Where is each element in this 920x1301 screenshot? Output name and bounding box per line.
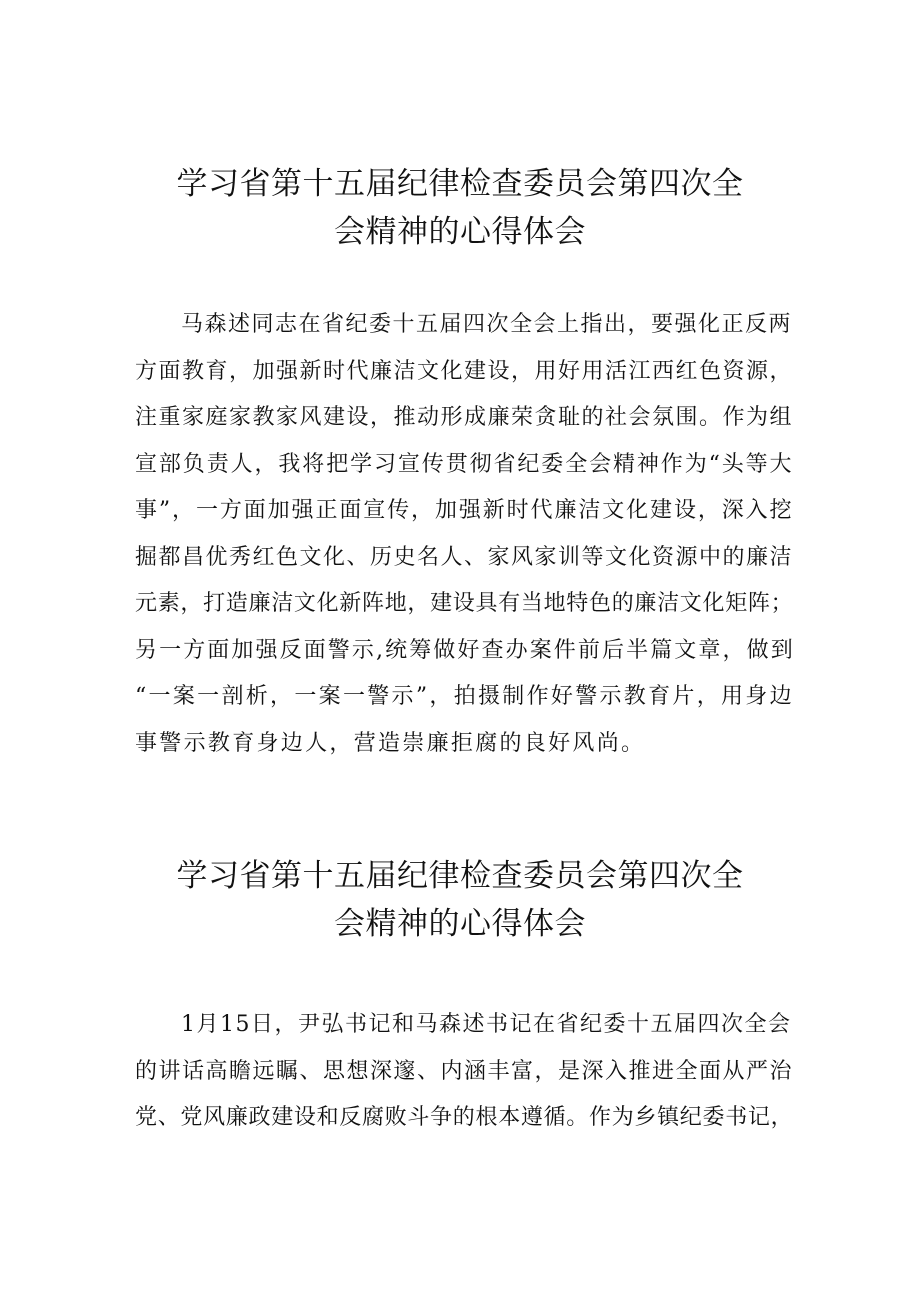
paragraph-line: 注重家庭家教家风建设，推动形成廉荣贪耻的社会氛围。作为组: [135, 405, 794, 430]
section-2-title-line: 学习省第十五届纪律检查委员会第四次全: [176, 858, 744, 894]
paragraph-line: 马森述同志在省纪委十五届四次全会上指出，要强化正反两: [181, 312, 793, 337]
section-2-paragraph: [135, 1002, 795, 1142]
section-1-title: [0, 160, 920, 256]
paragraph-line: 另一方面加强反面警示,统筹做好查办案件前后半篇文章，做到: [135, 637, 795, 663]
section-2-title-line: 会精神的心得体会: [334, 906, 586, 942]
section-2-title: [0, 852, 920, 948]
paragraph-line: 事”，一方面加强正面宣传，加强新时代廉洁文化建设，深入挖: [135, 498, 794, 523]
section-1-paragraph: [135, 302, 795, 767]
paragraph-line: 宣部负责人，我将把学习宣传贯彻省纪委全会精神作为“头等大: [135, 451, 794, 477]
section-1-title-line: 学习省第十五届纪律检查委员会第四次全: [176, 166, 744, 202]
paragraph-line: “一案一剖析，一案一警示”，拍摄制作好警示教育片，用身边: [135, 684, 794, 709]
paragraph-line: 的讲话高瞻远瞩、思想深邃、内涵丰富，是深入推进全面从严治: [135, 1058, 794, 1084]
paragraph-line: 掘都昌优秀红色文化、历史名人、家风家训等文化资源中的廉洁: [135, 544, 794, 570]
paragraph-line: 方面教育，加强新时代廉洁文化建设，用好用活江西红色资源，: [135, 358, 794, 384]
paragraph-line: 党、党风廉政建设和反腐败斗争的根本遵循。作为乡镇纪委书记，: [135, 1105, 794, 1130]
paragraph-line: 1月15日，尹弘书记和马森述书记在省纪委十五届四次全会: [181, 1012, 792, 1037]
section-1-title-line: 会精神的心得体会: [334, 214, 586, 250]
paragraph-line: 元素，打造廉洁文化新阵地，建设具有当地特色的廉洁文化矩阵；: [135, 591, 794, 616]
paragraph-line: 事警示教育身边人，营造崇廉拒腐的良好风尚。: [135, 730, 646, 756]
